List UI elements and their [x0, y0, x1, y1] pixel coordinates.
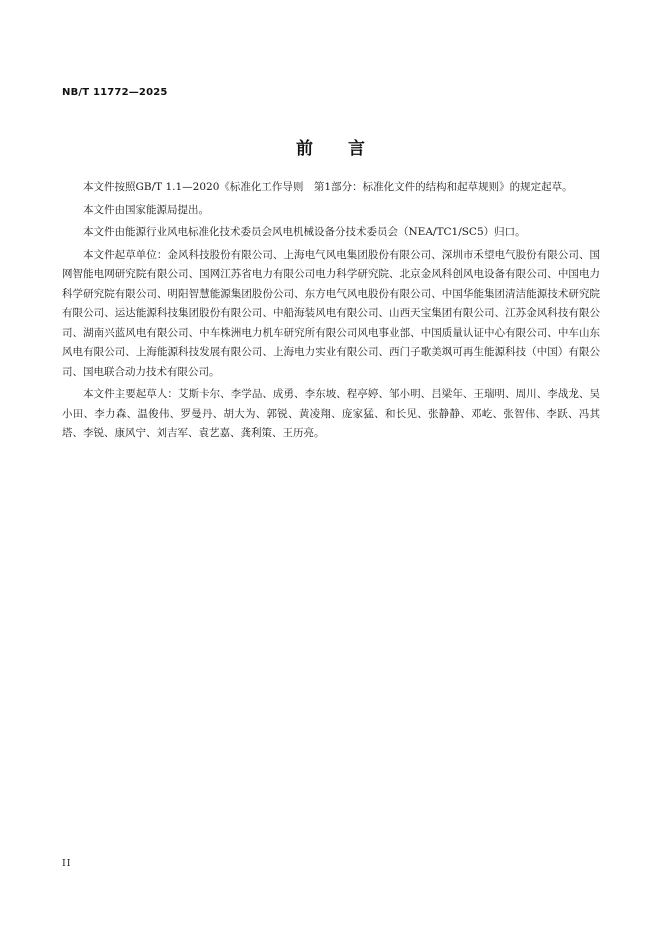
paragraph-drafting-organizations: 本文件起草单位：金风科技股份有限公司、上海电气风电集团股份有限公司、深圳市禾望电气股份有限公司、国网智能电网研究院有限公司、国网江苏省电力有限公司电力科学研究院、北京金风科创风电设备有限公司、中国电力科学研究院有限公司、明阳智慧能源集团股份公司、东方电气风电股份有限公司、中国华能集团清洁能源技术研究院有限公司、运达能源科技集团股份有限公司、中船海装风电有限公司、山西天宝集团有限公司、江苏金风科技有限公司、湖南兴蓝风电有限公司、中车株洲电力机车研究所有限公司风电事业部、中国质量认证中心有限公司、中车山东风电有限公司、上海能源科技发展有限公司、上海电力实业有限公司、西门子歌美飒可再生能源科技（中国）有限公司、国电联合动力技术有限公司。 — [62, 248, 600, 378]
paragraph-main-drafters: 本文件主要起草人：艾斯卡尔、李学品、成勇、李东坡、程亭婷、邹小明、吕梁年、王瑞明、周川、李战龙、吴小田、李力森、温俊伟、罗曼丹、胡大为、郭锐、黄凌翔、庞家猛、和长见、张静静、邓屹、张智伟、李跃、冯其塔、李锐、康风宁、刘吉军、袁艺嘉、龚利策、王历亮。 — [62, 388, 600, 439]
title-char-1: 前 — [296, 139, 314, 159]
page-number: II — [62, 858, 72, 869]
title-char-2: 言 — [348, 139, 366, 159]
paragraph-drafting-rules: 本文件按照GB/T 1.1—2020《标准化工作导则 第1部分：标准化文件的结构和起草规则》的规定起草。 — [83, 181, 573, 193]
standard-number: NB/T 11772—2025 — [62, 87, 168, 98]
paragraph-proposed-by: 本文件由国家能源局提出。 — [83, 203, 209, 216]
foreword-body — [62, 178, 600, 447]
page-title — [0, 134, 662, 159]
paragraph-administered-by: 本文件由能源行业风电标准化技术委员会风电机械设备分技术委员会（NEA/TC1/SC5）归口。 — [83, 226, 526, 238]
